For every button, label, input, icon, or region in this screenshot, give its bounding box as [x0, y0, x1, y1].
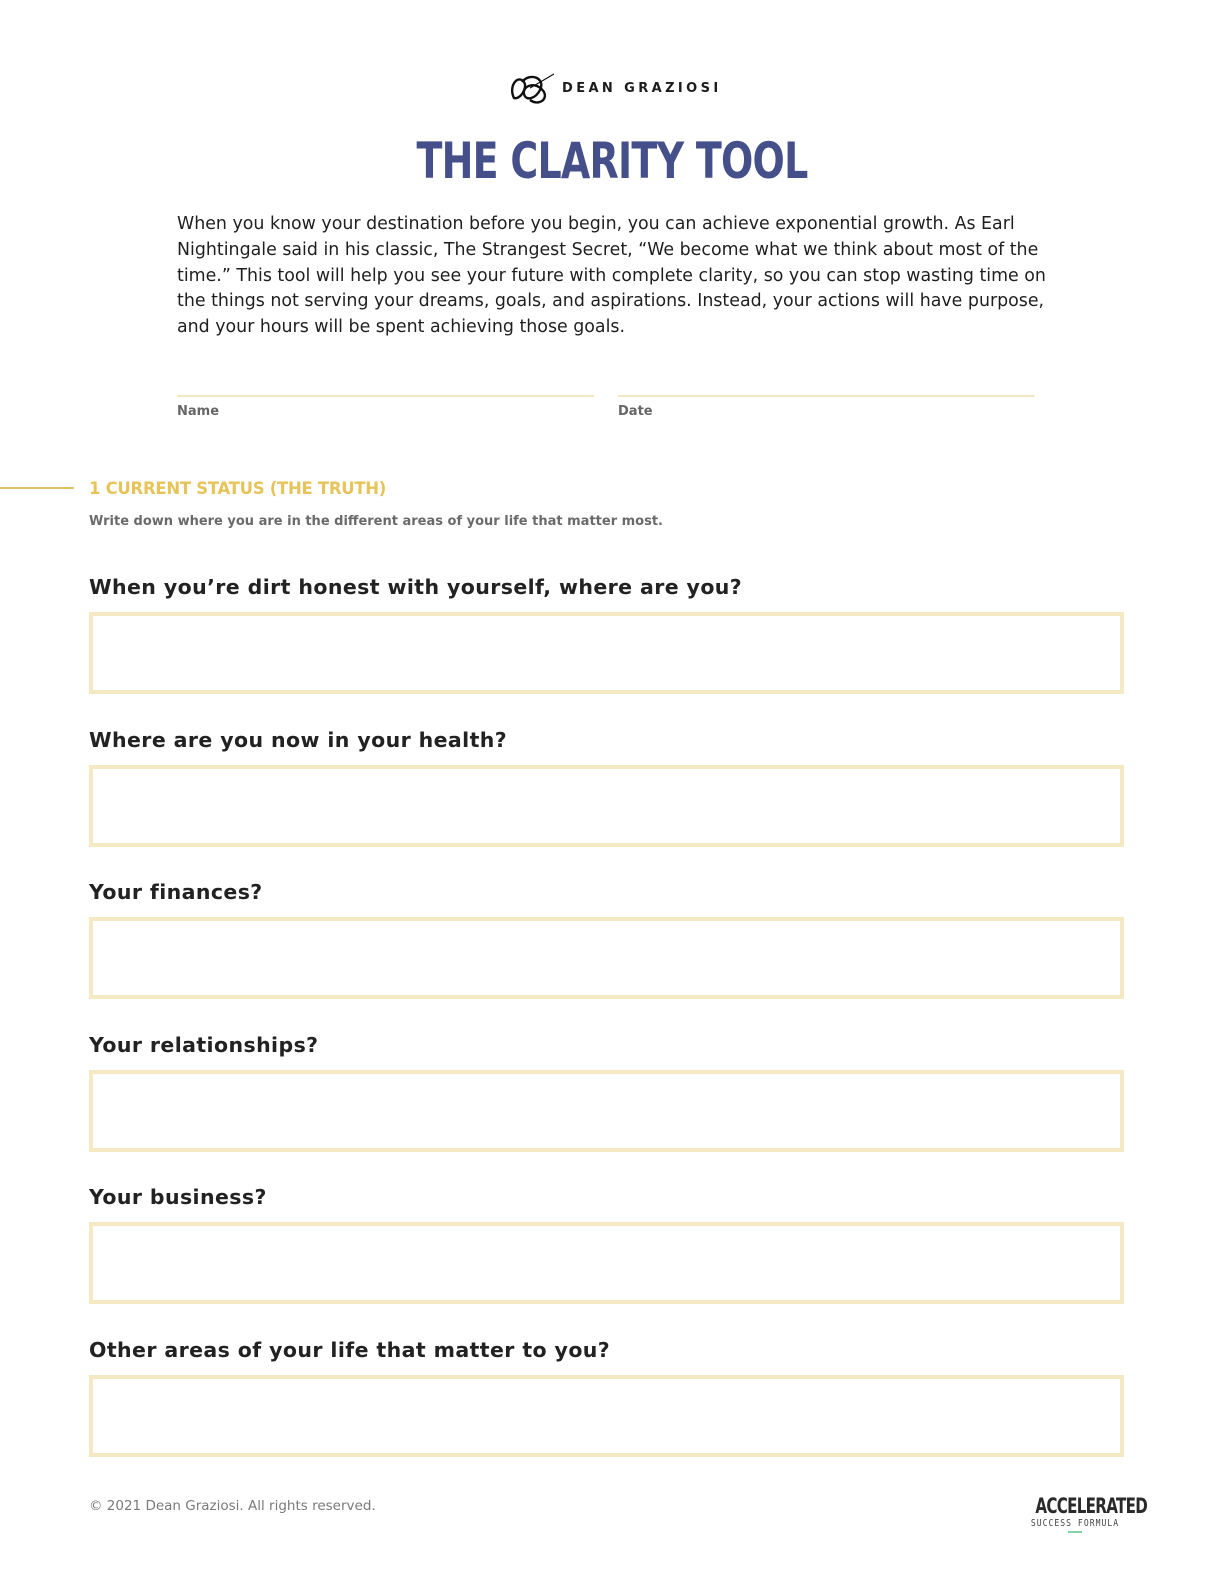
answer-box-health[interactable]	[89, 765, 1124, 847]
answer-box-relationships[interactable]	[89, 1070, 1124, 1152]
name-label: Name	[177, 404, 220, 419]
intro-paragraph: When you know your destination before you begin, you can achieve exponential growth. As Earl Nightingale said in his classic, The Strangest Secret, “We become what we think about most of the time.” This tool will help you see your future with complete clarity, so you can stop wasting time on the things not serving your dreams, goals, and aspirations. Instead, your actions will have purpose, and your hours will be spent achieving those goals.	[177, 214, 1046, 338]
question-label: Your finances?	[89, 880, 263, 904]
section-rule	[0, 487, 74, 489]
question-label: Your business?	[89, 1185, 267, 1209]
brand-name: DEAN GRAZIOSI	[562, 80, 722, 96]
accelerated-success-formula-logo	[1020, 1494, 1148, 1534]
question-label: Your relationships?	[89, 1033, 319, 1057]
brand-header	[500, 66, 730, 110]
badge-top-text: ACCELERATED	[1035, 1494, 1148, 1518]
question-label: Other areas of your life that matter to you?	[89, 1338, 611, 1362]
footer-copyright: © 2021 Dean Graziosi. All rights reserved.	[89, 1498, 376, 1514]
dg-signature-logo-icon	[500, 68, 556, 108]
name-input-line[interactable]	[177, 395, 594, 397]
date-label: Date	[618, 404, 653, 419]
badge-bottom-text: SUCCESS FORMULA	[1030, 1518, 1120, 1529]
page-title: THE CLARITY TOOL	[416, 132, 808, 190]
date-input-line[interactable]	[618, 395, 1035, 397]
answer-box-honest[interactable]	[89, 612, 1124, 694]
badge-accent-mark	[1068, 1531, 1082, 1533]
answer-box-business[interactable]	[89, 1222, 1124, 1304]
section-subtitle: Write down where you are in the different areas of your life that matter most.	[89, 514, 663, 529]
section-title: 1 CURRENT STATUS (THE TRUTH)	[89, 479, 387, 498]
question-label: Where are you now in your health?	[89, 728, 508, 752]
question-label: When you’re dirt honest with yourself, where are you?	[89, 575, 743, 599]
answer-box-other[interactable]	[89, 1375, 1124, 1457]
answer-box-finances[interactable]	[89, 917, 1124, 999]
